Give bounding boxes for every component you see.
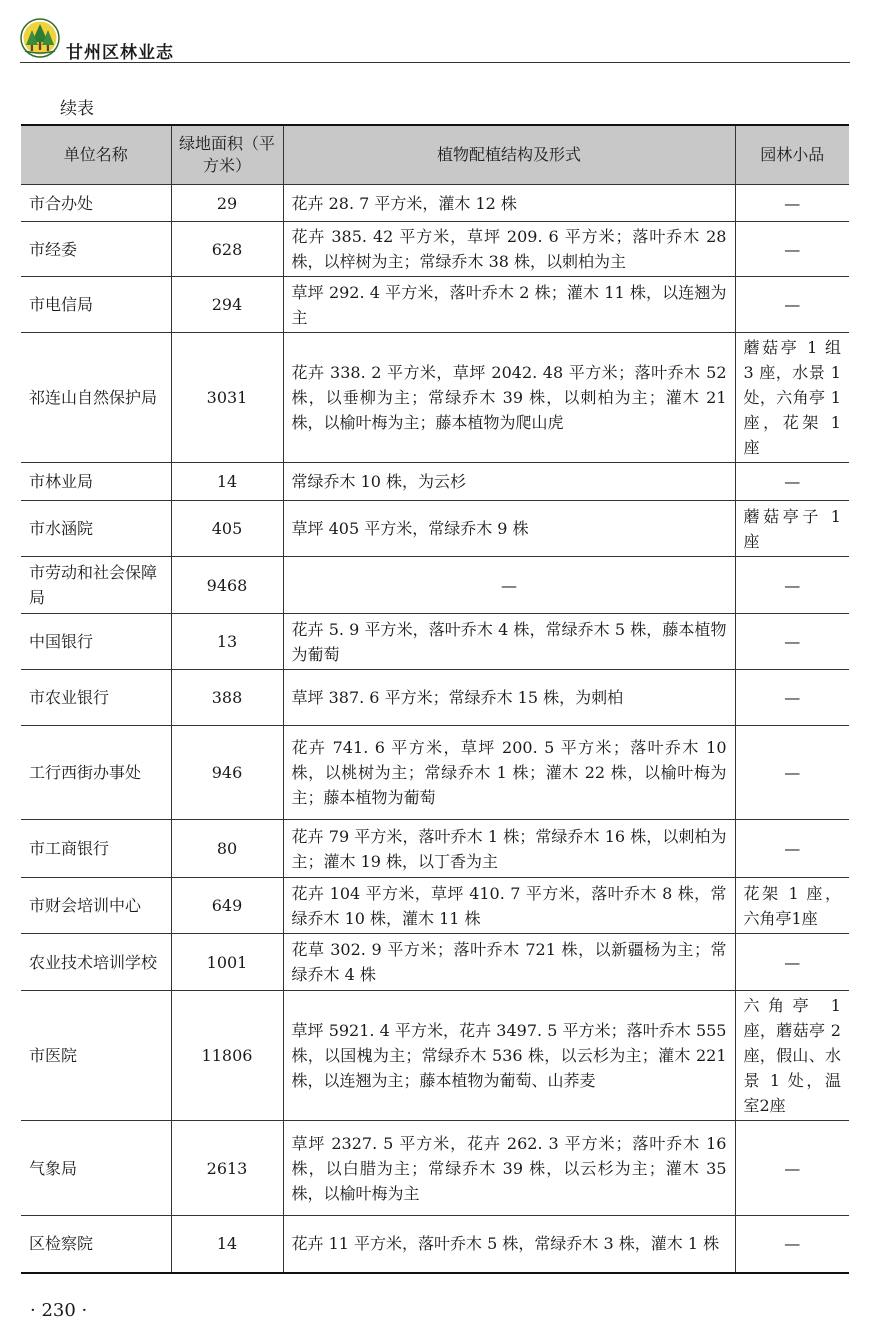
items-cell: — xyxy=(735,614,849,670)
header-green-area: 绿地面积（平方米） xyxy=(171,125,283,185)
unit-cell: 市财会培训中心 xyxy=(21,878,171,934)
header-rule xyxy=(20,62,850,63)
plants-cell: 花卉 338. 2 平方米，草坪 2042. 48 平方米；落叶乔木 52 株，以垂柳为主；常绿乔木 39 株，以刺柏为主；灌木 21 株，以榆叶梅为主；藤本植物为爬山虎 xyxy=(283,333,735,463)
items-cell: 六角亭 1 座，蘑菇亭 2 座，假山、水景 1 处，温室2座 xyxy=(735,991,849,1121)
unit-cell: 工行西街办事处 xyxy=(21,726,171,820)
table-row xyxy=(21,991,849,1121)
unit-cell: 市劳动和社会保障局 xyxy=(21,557,171,614)
items-cell: — xyxy=(735,726,849,820)
items-cell: — xyxy=(735,820,849,878)
plants-cell: 草坪 5921. 4 平方米，花卉 3497. 5 平方米；落叶乔木 555 株，以国槐为主；常绿乔木 536 株，以云杉为主；灌木 221 株，以连翘为主；藤本植物为葡萄、山荞麦 xyxy=(283,991,735,1121)
table-row xyxy=(21,934,849,991)
area-cell: 29 xyxy=(171,185,283,222)
unit-cell: 市合办处 xyxy=(21,185,171,222)
table-row xyxy=(21,1121,849,1216)
area-cell: 649 xyxy=(171,878,283,934)
table-row xyxy=(21,501,849,557)
page-header xyxy=(20,18,850,64)
plants-cell: 花卉 28. 7 平方米，灌木 12 株 xyxy=(283,185,735,222)
table-row xyxy=(21,185,849,222)
plants-cell: 花草 302. 9 平方米；落叶乔木 721 株，以新疆杨为主；常绿乔木 4 株 xyxy=(283,934,735,991)
items-cell: — xyxy=(735,1121,849,1216)
unit-cell: 市林业局 xyxy=(21,463,171,501)
area-cell: 13 xyxy=(171,614,283,670)
area-cell: 14 xyxy=(171,1216,283,1273)
forest-logo-icon xyxy=(20,18,60,58)
header-unit-name: 单位名称 xyxy=(21,125,171,185)
items-cell: — xyxy=(735,1216,849,1273)
items-cell: — xyxy=(735,934,849,991)
table-row xyxy=(21,1216,849,1273)
area-cell: 294 xyxy=(171,277,283,333)
table-row xyxy=(21,557,849,614)
continued-label: 续表 xyxy=(60,99,94,119)
table-row xyxy=(21,277,849,333)
items-cell: — xyxy=(735,222,849,277)
items-cell: — xyxy=(735,557,849,614)
area-cell: 3031 xyxy=(171,333,283,463)
table-row xyxy=(21,820,849,878)
area-cell: 388 xyxy=(171,670,283,726)
area-cell: 405 xyxy=(171,501,283,557)
unit-cell: 中国银行 xyxy=(21,614,171,670)
area-cell: 14 xyxy=(171,463,283,501)
items-cell: — xyxy=(735,277,849,333)
items-cell: — xyxy=(735,185,849,222)
area-cell: 2613 xyxy=(171,1121,283,1216)
items-cell: — xyxy=(735,463,849,501)
area-cell: 80 xyxy=(171,820,283,878)
table-row xyxy=(21,670,849,726)
unit-cell: 市电信局 xyxy=(21,277,171,333)
plants-cell: — xyxy=(283,557,735,614)
plants-cell: 草坪 292. 4 平方米，落叶乔木 2 株；灌木 11 株，以连翘为主 xyxy=(283,277,735,333)
unit-cell: 市农业银行 xyxy=(21,670,171,726)
table-header-row xyxy=(21,125,849,185)
unit-cell: 市水涵院 xyxy=(21,501,171,557)
area-cell: 628 xyxy=(171,222,283,277)
unit-cell: 区检察院 xyxy=(21,1216,171,1273)
table-row xyxy=(21,463,849,501)
table-row xyxy=(21,726,849,820)
items-cell: — xyxy=(735,670,849,726)
plants-cell: 草坪 2327. 5 平方米，花卉 262. 3 平方米；落叶乔木 16 株，以白腊为主；常绿乔木 39 株，以云杉为主；灌木 35 株，以榆叶梅为主 xyxy=(283,1121,735,1216)
table-row xyxy=(21,878,849,934)
plants-cell: 花卉 11 平方米，落叶乔木 5 株，常绿乔木 3 株，灌木 1 株 xyxy=(283,1216,735,1273)
plants-cell: 花卉 104 平方米，草坪 410. 7 平方米，落叶乔木 8 株，常绿乔木 10 株，灌木 11 株 xyxy=(283,878,735,934)
items-cell: 蘑菇亭子 1 座 xyxy=(735,501,849,557)
header-plant-structure: 植物配植结构及形式 xyxy=(283,125,735,185)
area-cell: 946 xyxy=(171,726,283,820)
plants-cell: 花卉 5. 9 平方米，落叶乔木 4 株，常绿乔木 5 株，藤本植物为葡萄 xyxy=(283,614,735,670)
plants-cell: 花卉 79 平方米，落叶乔木 1 株；常绿乔木 16 株，以刺柏为主；灌木 19 株，以丁香为主 xyxy=(283,820,735,878)
unit-cell: 市工商银行 xyxy=(21,820,171,878)
unit-cell: 市医院 xyxy=(21,991,171,1121)
greenland-table xyxy=(21,124,849,1274)
unit-cell: 气象局 xyxy=(21,1121,171,1216)
unit-cell: 祁连山自然保护局 xyxy=(21,333,171,463)
area-cell: 9468 xyxy=(171,557,283,614)
book-title: 甘州区林业志 xyxy=(66,43,174,63)
items-cell: 花架 1 座，六角亭1座 xyxy=(735,878,849,934)
table-row xyxy=(21,222,849,277)
table-row xyxy=(21,614,849,670)
unit-cell: 农业技术培训学校 xyxy=(21,934,171,991)
items-cell: 蘑菇亭 1 组 3 座，水景 1 处，六角亭 1 座，花架 1 座 xyxy=(735,333,849,463)
plants-cell: 草坪 405 平方米，常绿乔木 9 株 xyxy=(283,501,735,557)
table-row xyxy=(21,333,849,463)
plants-cell: 花卉 385. 42 平方米，草坪 209. 6 平方米；落叶乔木 28 株，以梓树为主；常绿乔木 38 株，以刺柏为主 xyxy=(283,222,735,277)
plants-cell: 花卉 741. 6 平方米，草坪 200. 5 平方米；落叶乔木 10 株，以桃树为主；常绿乔木 1 株；灌木 22 株，以榆叶梅为主；藤本植物为葡萄 xyxy=(283,726,735,820)
area-cell: 1001 xyxy=(171,934,283,991)
plants-cell: 常绿乔木 10 株，为云杉 xyxy=(283,463,735,501)
area-cell: 11806 xyxy=(171,991,283,1121)
plants-cell: 草坪 387. 6 平方米；常绿乔木 15 株，为刺柏 xyxy=(283,670,735,726)
header-garden-items: 园林小品 xyxy=(735,125,849,185)
unit-cell: 市经委 xyxy=(21,222,171,277)
page-number: · 230 · xyxy=(30,1300,88,1321)
